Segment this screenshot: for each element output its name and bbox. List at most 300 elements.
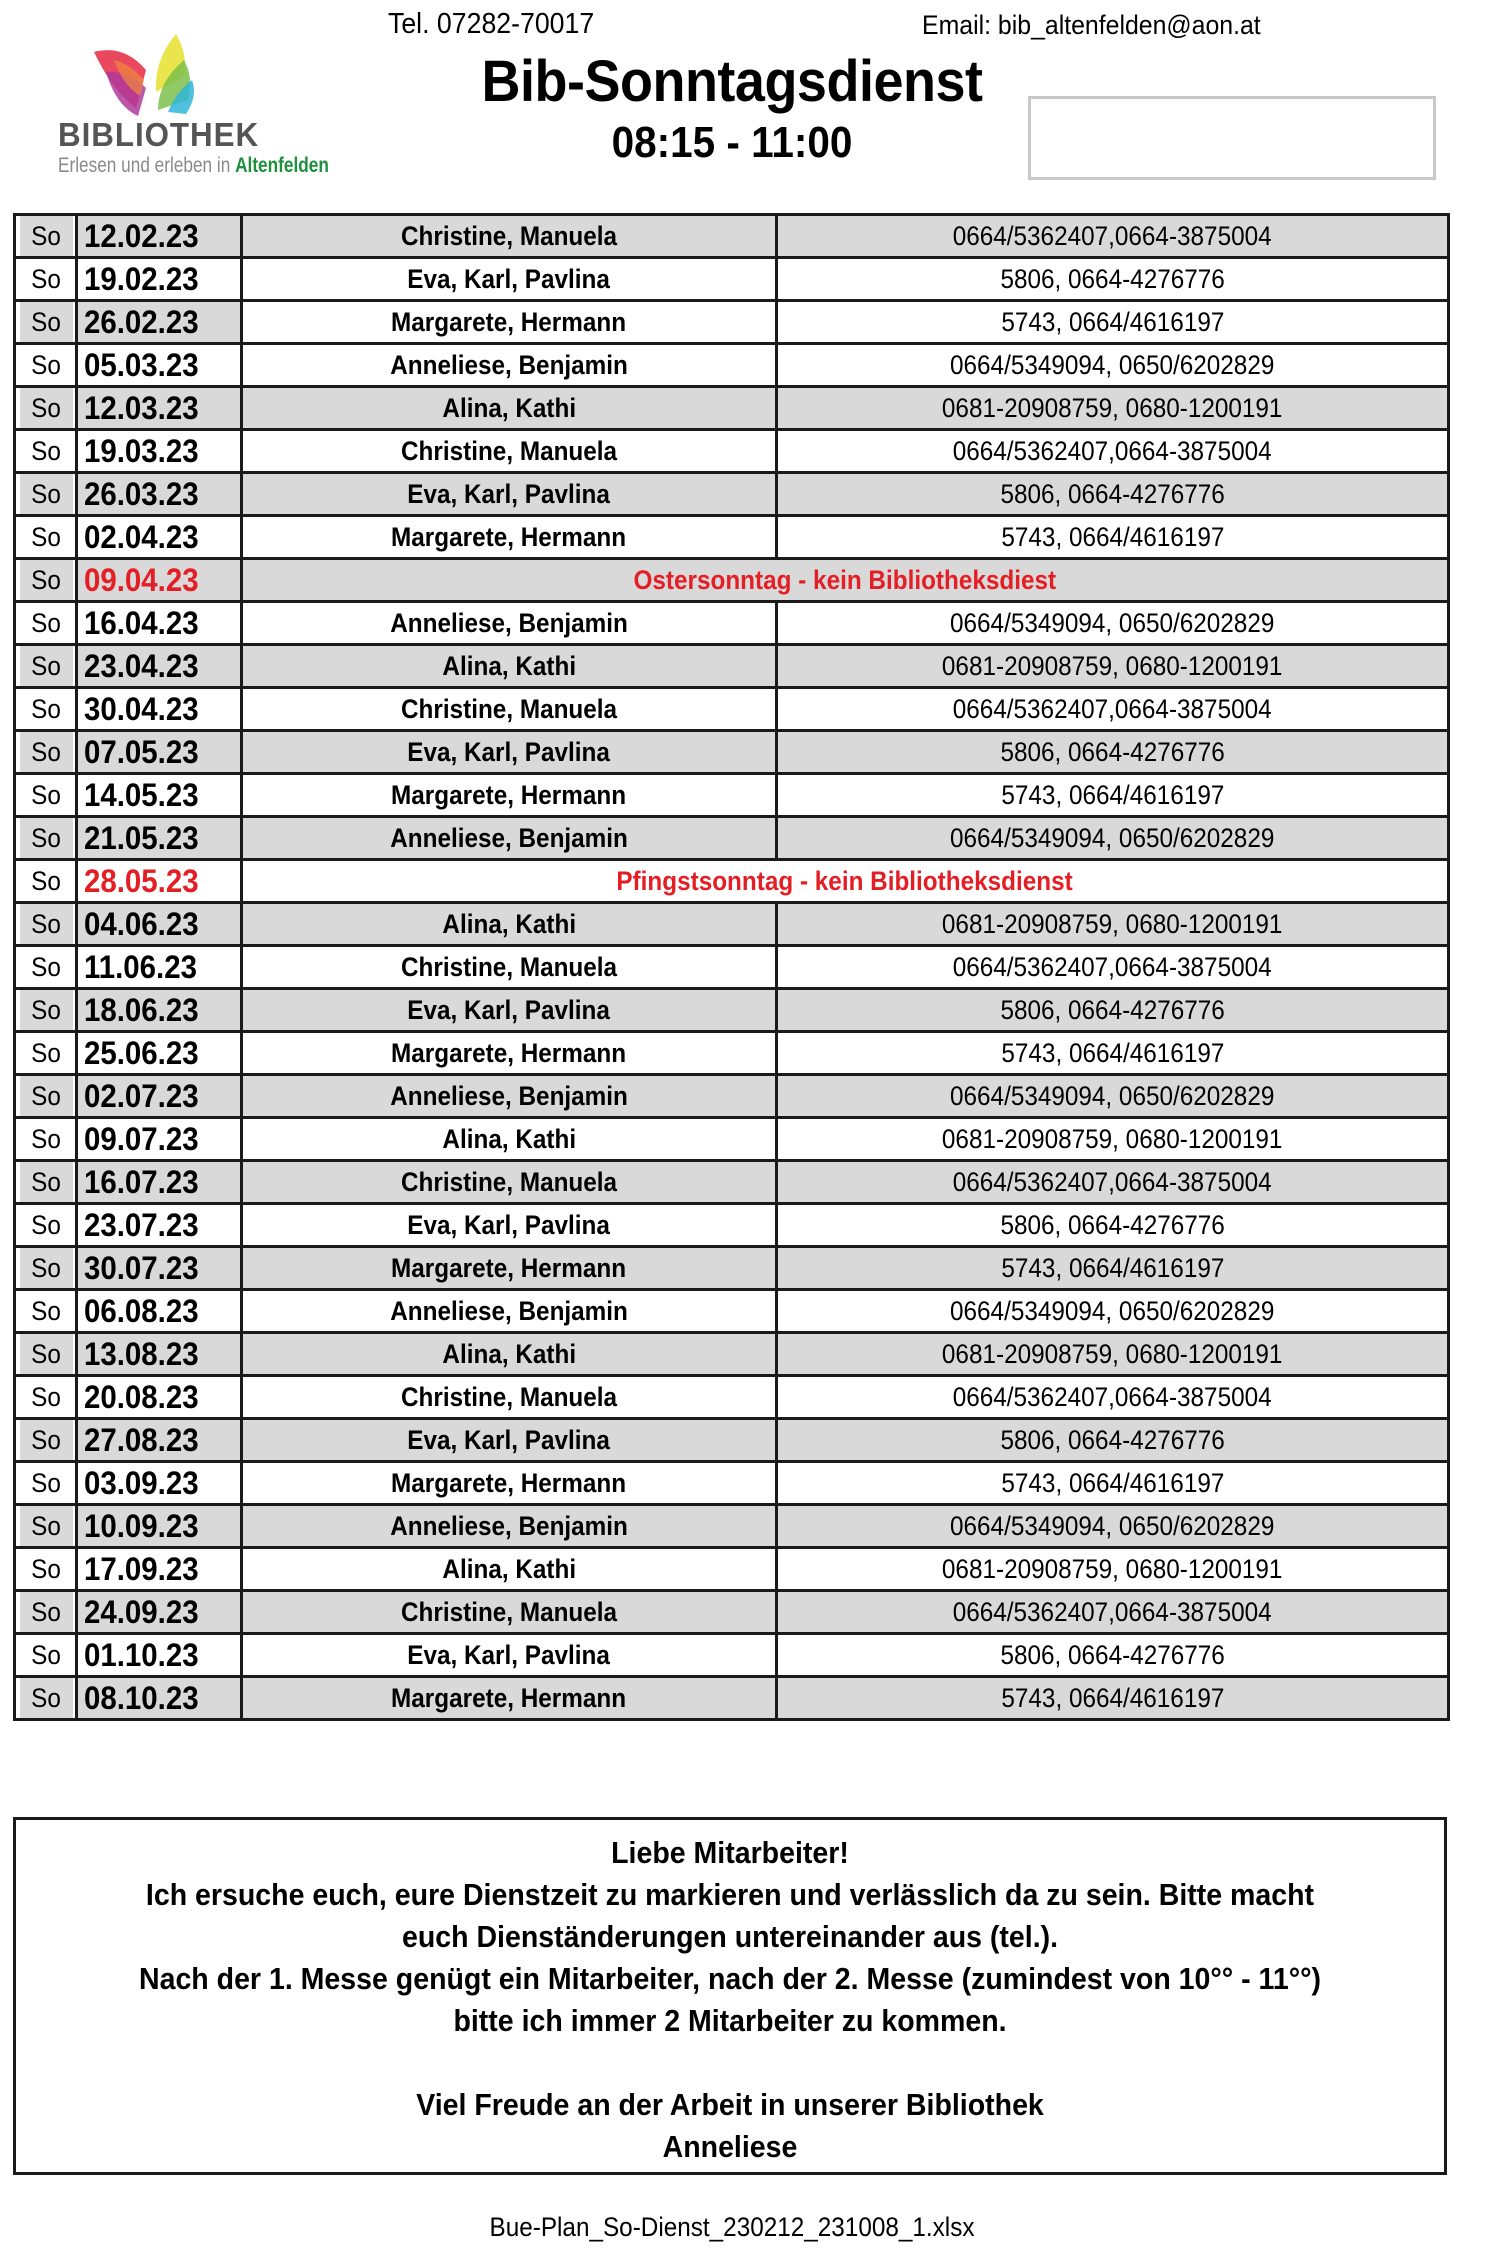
day-cell-text: So	[30, 306, 61, 337]
names-cell	[242, 1333, 777, 1376]
schedule-row	[15, 1032, 1449, 1075]
names-cell	[242, 602, 777, 645]
phone-cell-text: 0664/5362407,0664-3875004	[953, 693, 1272, 724]
day-cell	[18, 1161, 74, 1204]
date-cell	[77, 645, 242, 688]
day-cell-text: So	[30, 1338, 61, 1369]
day-cell	[18, 645, 74, 688]
date-cell-text: 14.05.23	[84, 776, 199, 813]
day-cell	[18, 860, 74, 903]
phone-cell-text: 0664/5349094, 0650/6202829	[950, 1080, 1275, 1111]
day-cell	[18, 1462, 74, 1505]
day-cell	[18, 1247, 74, 1290]
phone-cell-text: 5806, 0664-4276776	[1000, 1639, 1225, 1670]
date-cell	[77, 731, 242, 774]
day-cell	[18, 473, 74, 516]
schedule-row	[15, 817, 1449, 860]
date-cell-text: 13.08.23	[84, 1335, 199, 1372]
date-cell	[77, 989, 242, 1032]
phone-cell-text: 5806, 0664-4276776	[1000, 478, 1225, 509]
notes-line: Ich ersuche euch, eure Dienstzeit zu markieren und verlässlich da zu sein. Bitte macht	[145, 1877, 1315, 1912]
schedule-row	[15, 473, 1449, 516]
phone-cell-text: 5743, 0664/4616197	[1001, 306, 1224, 337]
service-hours: 08:15 - 11:00	[611, 118, 853, 167]
day-cell-text: So	[30, 1639, 61, 1670]
day-cell	[18, 817, 74, 860]
phone-cell-text: 5806, 0664-4276776	[1000, 1424, 1225, 1455]
day-cell-text: So	[30, 1553, 61, 1584]
schedule-row	[15, 989, 1449, 1032]
names-cell	[242, 1505, 777, 1548]
date-cell	[77, 1591, 242, 1634]
day-cell-text: So	[30, 435, 61, 466]
day-cell	[18, 301, 74, 344]
names-cell-text: Eva, Karl, Pavlina	[407, 736, 611, 767]
day-cell	[18, 1075, 74, 1118]
phone-cell-text: 0664/5349094, 0650/6202829	[950, 822, 1275, 853]
names-cell-text: Margarete, Hermann	[391, 521, 627, 552]
names-cell	[242, 473, 777, 516]
phone-cell-text: 0664/5362407,0664-3875004	[953, 1166, 1272, 1197]
day-cell-text: So	[30, 263, 61, 294]
date-cell	[77, 688, 242, 731]
day-cell	[18, 1032, 74, 1075]
day-cell	[18, 1204, 74, 1247]
names-cell	[242, 1376, 777, 1419]
date-cell-text: 06.08.23	[84, 1292, 199, 1329]
names-cell-text: Christine, Manuela	[400, 1596, 618, 1627]
day-cell-text: So	[30, 1252, 61, 1283]
date-cell	[77, 1290, 242, 1333]
date-cell-text: 11.06.23	[84, 948, 197, 985]
day-cell	[18, 430, 74, 473]
names-cell	[242, 1677, 777, 1720]
names-cell	[242, 1118, 777, 1161]
names-cell-text: Anneliese, Benjamin	[390, 1080, 628, 1111]
names-cell	[242, 344, 777, 387]
phone-cell-text: 0681-20908759, 0680-1200191	[942, 1338, 1283, 1369]
phone-cell	[777, 1677, 1449, 1720]
names-cell	[242, 1548, 777, 1591]
date-cell-text: 12.03.23	[84, 389, 199, 426]
date-cell	[77, 473, 242, 516]
phone-cell-text: 0664/5349094, 0650/6202829	[950, 349, 1275, 380]
schedule-row	[15, 602, 1449, 645]
schedule-row-holiday	[15, 860, 1449, 903]
logo-brand: BIBLIOTHEK	[58, 116, 260, 153]
date-cell-text: 30.07.23	[84, 1249, 199, 1286]
date-cell-text: 23.07.23	[84, 1206, 199, 1243]
date-cell-text: 09.04.23	[84, 561, 199, 598]
names-cell-text: Alina, Kathi	[442, 908, 576, 939]
date-cell-text: 18.06.23	[84, 991, 199, 1028]
holiday-cell	[242, 860, 1449, 903]
names-cell	[242, 774, 777, 817]
notes-signature: Anneliese	[662, 2129, 798, 2164]
day-cell-text: So	[30, 1467, 61, 1498]
schedule-row	[15, 1118, 1449, 1161]
day-cell	[18, 1118, 74, 1161]
names-cell-text: Anneliese, Benjamin	[390, 607, 628, 638]
schedule-row	[15, 1419, 1449, 1462]
date-cell-text: 01.10.23	[84, 1636, 199, 1673]
day-cell-text: So	[30, 908, 61, 939]
day-cell-text: So	[30, 822, 61, 853]
names-cell	[242, 258, 777, 301]
date-cell-text: 09.07.23	[84, 1120, 199, 1157]
schedule-row	[15, 258, 1449, 301]
phone-cell	[777, 258, 1449, 301]
date-cell	[77, 559, 242, 602]
names-cell-text: Anneliese, Benjamin	[390, 822, 628, 853]
phone-cell-text: 0681-20908759, 0680-1200191	[942, 650, 1283, 681]
schedule-row	[15, 774, 1449, 817]
names-cell	[242, 903, 777, 946]
phone-cell-text: 0664/5349094, 0650/6202829	[950, 607, 1275, 638]
phone-cell-text: 0664/5362407,0664-3875004	[953, 435, 1272, 466]
phone-cell	[777, 1290, 1449, 1333]
schedule-row	[15, 1462, 1449, 1505]
phone-cell	[777, 946, 1449, 989]
phone-cell	[777, 1204, 1449, 1247]
schedule-row	[15, 387, 1449, 430]
spacer	[16, 2042, 1444, 2084]
names-cell-text: Alina, Kathi	[442, 1338, 576, 1369]
phone-cell	[777, 989, 1449, 1032]
date-cell	[77, 1548, 242, 1591]
phone-cell	[777, 430, 1449, 473]
names-cell	[242, 1419, 777, 1462]
date-cell-text: 28.05.23	[84, 862, 199, 899]
date-cell-text: 23.04.23	[84, 647, 199, 684]
phone-cell-text: 5743, 0664/4616197	[1001, 1037, 1224, 1068]
phone-cell-text: 5806, 0664-4276776	[1000, 263, 1225, 294]
names-cell	[242, 301, 777, 344]
day-cell	[18, 731, 74, 774]
date-cell-text: 26.02.23	[84, 303, 199, 340]
names-cell-text: Margarete, Hermann	[391, 779, 627, 810]
date-cell	[77, 215, 242, 258]
phone-cell-text: 5806, 0664-4276776	[1000, 1209, 1225, 1240]
footer-filename: Bue-Plan_So-Dienst_230212_231008_1.xlsx	[489, 2212, 975, 2242]
phone-cell	[777, 1634, 1449, 1677]
day-cell	[18, 602, 74, 645]
names-cell	[242, 1032, 777, 1075]
names-cell	[242, 1075, 777, 1118]
day-cell	[18, 688, 74, 731]
day-cell	[18, 258, 74, 301]
day-cell-text: So	[30, 1682, 61, 1713]
day-cell-text: So	[30, 1381, 61, 1412]
phone-cell	[777, 1333, 1449, 1376]
phone-cell-text: 0681-20908759, 0680-1200191	[942, 1553, 1283, 1584]
schedule-row	[15, 1333, 1449, 1376]
day-cell	[18, 215, 74, 258]
names-cell-text: Margarete, Hermann	[391, 1037, 627, 1068]
names-cell-text: Eva, Karl, Pavlina	[407, 1209, 611, 1240]
names-cell-text: Christine, Manuela	[400, 220, 618, 251]
holiday-cell	[242, 559, 1449, 602]
date-cell	[77, 817, 242, 860]
phone-cell-text: 5806, 0664-4276776	[1000, 994, 1225, 1025]
names-cell	[242, 1634, 777, 1677]
date-cell-text: 19.02.23	[84, 260, 199, 297]
phone-cell-text: 5743, 0664/4616197	[1001, 1467, 1224, 1498]
schedule-body	[15, 215, 1449, 1720]
date-cell-text: 27.08.23	[84, 1421, 199, 1458]
phone-cell-text: 0664/5362407,0664-3875004	[953, 951, 1272, 982]
day-cell	[18, 516, 74, 559]
day-cell-text: So	[30, 1295, 61, 1326]
names-cell-text: Christine, Manuela	[400, 1381, 618, 1412]
day-cell-text: So	[30, 865, 61, 896]
schedule-row	[15, 1247, 1449, 1290]
phone-cell-text: 0664/5349094, 0650/6202829	[950, 1295, 1275, 1326]
schedule-table	[13, 213, 1450, 1721]
phone-cell-text: 0681-20908759, 0680-1200191	[942, 1123, 1283, 1154]
date-cell-text: 03.09.23	[84, 1464, 199, 1501]
names-cell	[242, 1204, 777, 1247]
phone-cell	[777, 1075, 1449, 1118]
names-cell-text: Eva, Karl, Pavlina	[407, 478, 611, 509]
day-cell	[18, 1376, 74, 1419]
date-cell-text: 10.09.23	[84, 1507, 199, 1544]
names-cell	[242, 1591, 777, 1634]
phone-cell	[777, 688, 1449, 731]
date-cell-text: 19.03.23	[84, 432, 199, 469]
day-cell	[18, 559, 74, 602]
date-cell-text: 02.07.23	[84, 1077, 199, 1114]
names-cell-text: Margarete, Hermann	[391, 306, 627, 337]
names-cell-text: Anneliese, Benjamin	[390, 1295, 628, 1326]
day-cell	[18, 1419, 74, 1462]
phone-cell-text: 0681-20908759, 0680-1200191	[942, 908, 1283, 939]
names-cell-text: Eva, Karl, Pavlina	[407, 1424, 611, 1455]
date-cell-text: 08.10.23	[84, 1679, 199, 1716]
schedule-row	[15, 215, 1449, 258]
date-cell	[77, 430, 242, 473]
notes-greeting: Liebe Mitarbeiter!	[611, 1835, 849, 1870]
day-cell-text: So	[30, 564, 61, 595]
date-cell-text: 02.04.23	[84, 518, 199, 555]
tagline-place: Altenfelden	[235, 154, 329, 177]
date-cell	[77, 1505, 242, 1548]
date-cell	[77, 1247, 242, 1290]
phone-cell	[777, 215, 1449, 258]
schedule-row	[15, 1505, 1449, 1548]
date-cell-text: 21.05.23	[84, 819, 199, 856]
phone-cell	[777, 473, 1449, 516]
day-cell-text: So	[30, 1123, 61, 1154]
day-cell	[18, 387, 74, 430]
day-cell-text: So	[30, 392, 61, 423]
names-cell-text: Eva, Karl, Pavlina	[407, 1639, 611, 1670]
schedule-row	[15, 1290, 1449, 1333]
schedule-row	[15, 1376, 1449, 1419]
date-cell-text: 05.03.23	[84, 346, 199, 383]
date-cell	[77, 387, 242, 430]
day-cell-text: So	[30, 1424, 61, 1455]
phone-cell	[777, 1376, 1449, 1419]
date-cell	[77, 774, 242, 817]
names-cell	[242, 1290, 777, 1333]
schedule-row	[15, 903, 1449, 946]
day-cell-text: So	[30, 1080, 61, 1111]
phone-cell-text: 5743, 0664/4616197	[1001, 779, 1224, 810]
date-cell	[77, 1677, 242, 1720]
date-cell	[77, 1161, 242, 1204]
phone-cell-text: 0681-20908759, 0680-1200191	[942, 392, 1283, 423]
date-cell	[77, 946, 242, 989]
date-cell-text: 16.04.23	[84, 604, 199, 641]
phone-cell	[777, 1247, 1449, 1290]
names-cell	[242, 989, 777, 1032]
schedule-row	[15, 1204, 1449, 1247]
phone-cell	[777, 731, 1449, 774]
phone-cell	[777, 1419, 1449, 1462]
day-cell-text: So	[30, 736, 61, 767]
notes-line: Nach der 1. Messe genügt ein Mitarbeiter, nach der 2. Messe (zumindest von 10°° - 11°°)	[138, 1961, 1322, 1996]
phone-cell	[777, 301, 1449, 344]
date-cell	[77, 301, 242, 344]
phone-cell	[777, 1591, 1449, 1634]
phone-cell	[777, 1161, 1449, 1204]
names-cell-text: Christine, Manuela	[400, 951, 618, 982]
names-cell-text: Alina, Kathi	[442, 1123, 576, 1154]
date-cell-text: 25.06.23	[84, 1034, 199, 1071]
names-cell	[242, 645, 777, 688]
date-cell	[77, 1204, 242, 1247]
schedule-row	[15, 645, 1449, 688]
telephone-number: Tel. 07282-70017	[388, 8, 595, 40]
date-cell	[77, 344, 242, 387]
date-cell-text: 07.05.23	[84, 733, 199, 770]
date-cell	[77, 516, 242, 559]
phone-cell-text: 5743, 0664/4616197	[1001, 521, 1224, 552]
page-title: Bib-Sonntagsdienst	[481, 49, 983, 114]
names-cell	[242, 430, 777, 473]
schedule-row-holiday	[15, 559, 1449, 602]
names-cell-text: Eva, Karl, Pavlina	[407, 263, 611, 294]
phone-cell-text: 5743, 0664/4616197	[1001, 1682, 1224, 1713]
names-cell-text: Eva, Karl, Pavlina	[407, 994, 611, 1025]
notes-box	[13, 1817, 1447, 2175]
date-cell-text: 20.08.23	[84, 1378, 199, 1415]
date-cell-text: 30.04.23	[84, 690, 199, 727]
names-cell	[242, 1247, 777, 1290]
notes-line: euch Dienständerungen untereinander aus (tel.).	[401, 1919, 1059, 1954]
date-cell-text: 17.09.23	[84, 1550, 199, 1587]
day-cell	[18, 1333, 74, 1376]
schedule-row	[15, 516, 1449, 559]
phone-cell-text: 0664/5349094, 0650/6202829	[950, 1510, 1275, 1541]
phone-cell	[777, 1118, 1449, 1161]
schedule-row	[15, 688, 1449, 731]
date-cell	[77, 1462, 242, 1505]
names-cell-text: Alina, Kathi	[442, 1553, 576, 1584]
names-cell	[242, 688, 777, 731]
date-cell	[77, 903, 242, 946]
day-cell-text: So	[30, 478, 61, 509]
schedule-row	[15, 1161, 1449, 1204]
schedule-row	[15, 731, 1449, 774]
phone-cell	[777, 774, 1449, 817]
names-cell-text: Christine, Manuela	[400, 435, 618, 466]
empty-mark-box	[1028, 96, 1436, 180]
day-cell	[18, 1505, 74, 1548]
day-cell-text: So	[30, 220, 61, 251]
day-cell-text: So	[30, 994, 61, 1025]
date-cell	[77, 1075, 242, 1118]
date-cell-text: 16.07.23	[84, 1163, 199, 1200]
phone-cell	[777, 1505, 1449, 1548]
day-cell-text: So	[30, 1510, 61, 1541]
phone-cell	[777, 1462, 1449, 1505]
date-cell	[77, 1032, 242, 1075]
day-cell-text: So	[30, 521, 61, 552]
day-cell	[18, 774, 74, 817]
schedule-row	[15, 1591, 1449, 1634]
phone-cell-text: 5806, 0664-4276776	[1000, 736, 1225, 767]
names-cell-text: Anneliese, Benjamin	[390, 1510, 628, 1541]
holiday-cell-text: Ostersonntag - kein Bibliotheksdiest	[633, 564, 1057, 595]
notes-closing: Viel Freude an der Arbeit in unserer Bibliothek	[416, 2087, 1044, 2122]
date-cell	[77, 1634, 242, 1677]
date-cell-text: 24.09.23	[84, 1593, 199, 1630]
day-cell	[18, 1591, 74, 1634]
schedule-row	[15, 1075, 1449, 1118]
names-cell-text: Alina, Kathi	[442, 392, 576, 423]
schedule-row	[15, 1634, 1449, 1677]
day-cell	[18, 946, 74, 989]
day-cell	[18, 989, 74, 1032]
day-cell-text: So	[30, 349, 61, 380]
day-cell-text: So	[30, 650, 61, 681]
names-cell	[242, 516, 777, 559]
names-cell-text: Christine, Manuela	[400, 693, 618, 724]
day-cell-text: So	[30, 693, 61, 724]
email-address: Email: bib_altenfelden@aon.at	[922, 10, 1261, 40]
phone-cell	[777, 1032, 1449, 1075]
schedule-row	[15, 1677, 1449, 1720]
names-cell	[242, 817, 777, 860]
notes-line: bitte ich immer 2 Mitarbeiter zu kommen.	[453, 2003, 1007, 2038]
date-cell	[77, 1333, 242, 1376]
phone-cell	[777, 1548, 1449, 1591]
schedule-row	[15, 344, 1449, 387]
phone-cell-text: 0664/5362407,0664-3875004	[953, 1381, 1272, 1412]
date-cell	[77, 602, 242, 645]
names-cell	[242, 731, 777, 774]
names-cell	[242, 215, 777, 258]
phone-cell	[777, 903, 1449, 946]
phone-cell-text: 5743, 0664/4616197	[1001, 1252, 1224, 1283]
phone-cell	[777, 817, 1449, 860]
day-cell-text: So	[30, 1596, 61, 1627]
day-cell	[18, 903, 74, 946]
phone-cell	[777, 387, 1449, 430]
date-cell	[77, 860, 242, 903]
names-cell-text: Margarete, Hermann	[391, 1467, 627, 1498]
schedule-row	[15, 946, 1449, 989]
schedule-row	[15, 430, 1449, 473]
day-cell-text: So	[30, 779, 61, 810]
names-cell-text: Anneliese, Benjamin	[390, 349, 628, 380]
day-cell	[18, 1548, 74, 1591]
day-cell-text: So	[30, 1166, 61, 1197]
phone-cell	[777, 645, 1449, 688]
date-cell	[77, 1419, 242, 1462]
